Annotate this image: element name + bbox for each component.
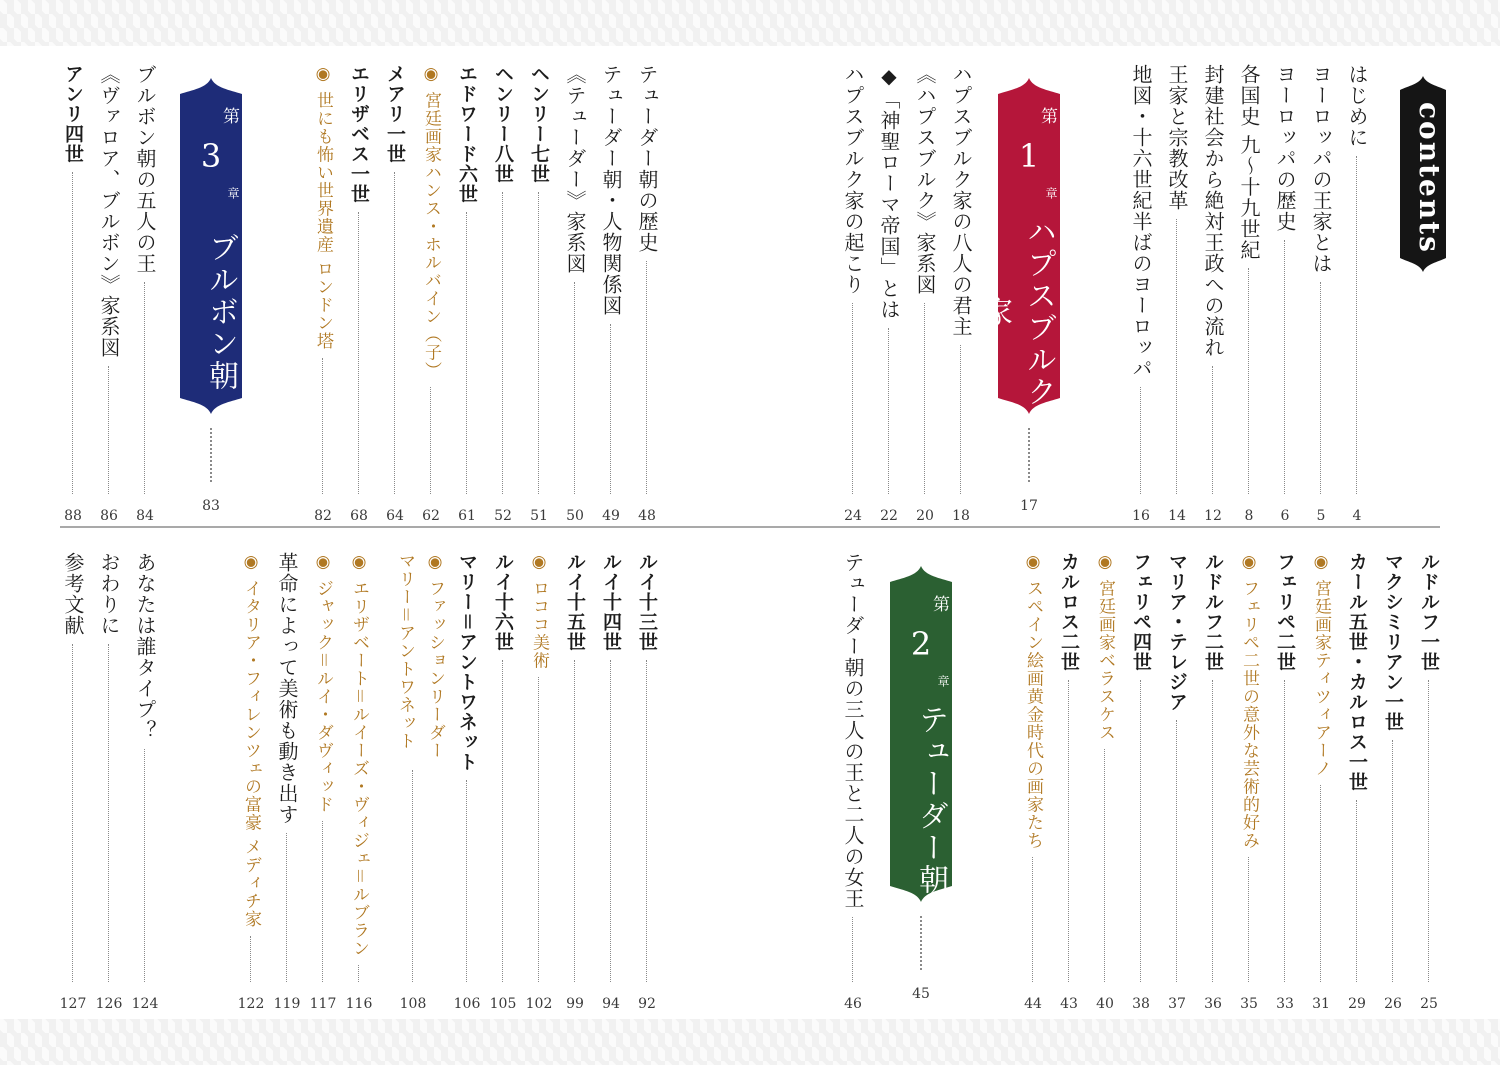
chapter-title: ハプスブルク家 <box>977 216 1056 408</box>
toc-entry[interactable] <box>1198 552 1228 1012</box>
leader-dots <box>1212 366 1213 494</box>
toc-entry[interactable] <box>272 552 302 1012</box>
page-number: 82 <box>314 508 332 524</box>
page-number: 105 <box>489 996 517 1012</box>
toc-title: 参考文献 <box>61 552 85 636</box>
leader-dots <box>358 965 359 982</box>
page-number: 127 <box>59 996 87 1012</box>
page-number: 61 <box>458 508 476 524</box>
toc-title: ヘンリー八世 <box>492 64 514 184</box>
page-number: 122 <box>237 996 265 1012</box>
chapter-suffix: 章 <box>1044 187 1058 199</box>
page-number: 24 <box>844 508 862 524</box>
page-number: 12 <box>1204 508 1222 524</box>
page-number: 44 <box>1024 996 1042 1012</box>
toc-title: ◉ ファッションリーダー マリー＝アントワネット <box>395 552 445 760</box>
leader-dots <box>322 358 323 494</box>
toc-entry[interactable] <box>1306 552 1336 1012</box>
chapter-3-badge[interactable] <box>180 78 242 514</box>
toc-title: 《テューダー》家系図 <box>563 64 587 274</box>
chapter-suffix: 章 <box>226 187 240 199</box>
toc-entry[interactable] <box>596 552 626 1012</box>
page-number: 38 <box>1132 996 1150 1012</box>
leader-dots <box>1032 857 1033 982</box>
toc-entry[interactable] <box>524 64 554 524</box>
toc-entry[interactable] <box>596 64 626 524</box>
leader-dots <box>466 780 467 982</box>
leader-dots <box>610 324 611 494</box>
page-number: 68 <box>350 508 368 524</box>
page-number: 33 <box>1276 996 1294 1012</box>
toc-title: 革命によって美術も動き出す <box>275 552 299 825</box>
toc-title: ルイ十三世 <box>636 552 658 652</box>
page-number: 116 <box>345 996 373 1012</box>
chapter-prefix: 第 <box>929 594 949 612</box>
toc-title: マリー＝アントワネット <box>456 552 478 773</box>
page-number: 25 <box>1420 996 1438 1012</box>
leader-dots <box>72 644 73 982</box>
toc-entry[interactable] <box>560 64 590 524</box>
toc-title: 封建社会から絶対王政への流れ <box>1201 64 1225 358</box>
page-number: 26 <box>1384 996 1402 1012</box>
page-number: 84 <box>136 508 154 524</box>
toc-title: エリザベス一世 <box>348 64 370 204</box>
page-number: 119 <box>273 996 301 1012</box>
toc-title: ◉ イタリア・フィレンツェの富豪 メディチ家 <box>241 552 261 928</box>
toc-entry[interactable] <box>58 552 88 1012</box>
chapter-title: ブルボン朝 <box>203 232 238 392</box>
chapter-1-badge[interactable] <box>977 78 1060 514</box>
toc-title: テューダー朝・人物関係図 <box>599 64 623 316</box>
page-number: 64 <box>386 508 404 524</box>
leader-dots <box>210 428 212 482</box>
chapter-number: 2 <box>910 625 932 663</box>
leader-dots <box>430 387 431 494</box>
toc-entry[interactable] <box>1378 552 1408 1012</box>
toc-entry[interactable] <box>1234 552 1264 1012</box>
page-number: 108 <box>399 996 427 1012</box>
toc-title: ◉ 宮廷画家ベラスケス <box>1095 552 1115 742</box>
toc-entry[interactable] <box>344 552 374 1012</box>
leader-dots <box>1248 268 1249 494</box>
toc-title: ヨーロッパの歴史 <box>1273 64 1297 232</box>
page-number: 17 <box>1020 498 1038 514</box>
toc-entry[interactable] <box>395 552 450 1012</box>
page-number: 46 <box>844 996 862 1012</box>
toc-entry[interactable] <box>632 64 662 524</box>
page-number: 99 <box>566 996 584 1012</box>
toc-title: ◉ 宮廷画家ハンス・ホルバイン（子） <box>421 64 441 380</box>
page-number: 16 <box>1132 508 1150 524</box>
leader-dots <box>502 660 503 982</box>
section-divider <box>60 526 1440 528</box>
leader-dots <box>1140 387 1141 494</box>
toc-entry[interactable] <box>130 552 160 1012</box>
toc-entry[interactable] <box>308 552 338 1012</box>
toc-entry[interactable] <box>1090 552 1120 1012</box>
page-number: 18 <box>952 508 970 524</box>
toc-title: ◉ 宮廷画家ティツィアーノ <box>1311 552 1331 778</box>
leader-dots <box>1176 720 1177 982</box>
page-number: 126 <box>95 996 123 1012</box>
toc-title: 各国史 九～十九世紀 <box>1237 64 1261 261</box>
toc-title: ルイ十四世 <box>600 552 622 652</box>
chapter-number: 3 <box>200 137 222 175</box>
leader-dots <box>574 282 575 494</box>
toc-title: アンリ四世 <box>62 64 84 164</box>
chapter-prefix: 第 <box>1037 106 1057 124</box>
leader-dots <box>502 192 503 494</box>
toc-entry[interactable] <box>130 64 160 524</box>
toc-entry[interactable] <box>946 64 976 524</box>
toc-title: 地図・十六世紀半ばのヨーロッパ <box>1129 64 1153 379</box>
toc-entry[interactable] <box>1270 64 1300 524</box>
leader-dots <box>1284 240 1285 494</box>
page-number: 86 <box>100 508 118 524</box>
leader-dots <box>1284 680 1285 982</box>
toc-entry[interactable] <box>1414 552 1444 1012</box>
toc-entry[interactable] <box>416 64 446 524</box>
toc-entry[interactable] <box>58 64 88 524</box>
leader-dots <box>538 192 539 494</box>
toc-entry[interactable] <box>910 64 940 524</box>
page-number: 50 <box>566 508 584 524</box>
toc-title: マリア・テレジア <box>1166 552 1188 712</box>
leader-dots <box>322 821 323 982</box>
page-number: 124 <box>131 996 159 1012</box>
toc-entry[interactable] <box>632 552 662 1012</box>
toc-title: ◉ フェリペ二世の意外な芸術的好み <box>1239 552 1259 850</box>
toc-title: ヘンリー七世 <box>528 64 550 184</box>
page-number: 92 <box>638 996 656 1012</box>
toc-title: ヨーロッパの王家とは <box>1309 64 1333 274</box>
toc-title: はじめに <box>1345 64 1369 148</box>
toc-title: ブルボン朝の五人の王 <box>133 64 157 274</box>
page-number: 83 <box>202 498 220 514</box>
page-number: 88 <box>64 508 82 524</box>
leader-dots <box>574 660 575 982</box>
toc-entry[interactable] <box>838 552 868 1012</box>
toc-title: ◆「神聖ローマ帝国」とは <box>877 64 901 320</box>
leader-dots <box>1068 680 1069 982</box>
toc-title: ハプスブルク家の起こり <box>841 64 865 295</box>
page-number: 35 <box>1240 996 1258 1012</box>
toc-entry[interactable] <box>488 64 518 524</box>
page-number: 94 <box>602 996 620 1012</box>
leader-dots <box>960 345 961 494</box>
page-number: 22 <box>880 508 898 524</box>
leader-dots <box>1320 282 1321 494</box>
toc-entry[interactable] <box>380 64 410 524</box>
leader-dots <box>1140 680 1141 982</box>
toc-entry[interactable] <box>1162 552 1192 1012</box>
leader-dots <box>1104 749 1105 982</box>
leader-dots <box>72 172 73 494</box>
leader-dots <box>466 212 467 494</box>
toc-title: カルロス二世 <box>1058 552 1080 672</box>
toc-entry[interactable] <box>1126 64 1156 524</box>
toc-entry[interactable] <box>1018 552 1048 1012</box>
toc-entry[interactable] <box>452 552 482 1012</box>
page-number: 6 <box>1280 508 1290 524</box>
top-pattern-band <box>0 0 1500 46</box>
leader-dots <box>852 303 853 494</box>
toc-title: ◉ スペイン絵画黄金時代の画家たち <box>1023 552 1043 850</box>
page-number: 8 <box>1244 508 1254 524</box>
chapter-2-badge[interactable] <box>890 566 952 1002</box>
page-number: 36 <box>1204 996 1222 1012</box>
leader-dots <box>646 261 647 494</box>
leader-dots <box>924 303 925 494</box>
toc-entry[interactable] <box>1342 64 1372 524</box>
chapter-number: 1 <box>1018 137 1040 175</box>
page-number: 106 <box>453 996 481 1012</box>
leader-dots <box>1028 428 1030 482</box>
page-number: 29 <box>1348 996 1366 1012</box>
toc-entry[interactable] <box>308 64 338 524</box>
toc-title: 《ハプスブルク》家系図 <box>913 64 937 295</box>
toc-title: フェリペ四世 <box>1130 552 1152 672</box>
page-number: 40 <box>1096 996 1114 1012</box>
toc-title: カール五世・カルロス一世 <box>1346 552 1368 792</box>
leader-dots <box>358 212 359 494</box>
page-number: 5 <box>1316 508 1326 524</box>
leader-dots <box>538 677 539 982</box>
leader-dots <box>852 917 853 982</box>
bottom-pattern-band <box>0 1019 1500 1065</box>
toc-entry[interactable] <box>1162 64 1192 524</box>
page-number: 51 <box>530 508 548 524</box>
toc-entry[interactable] <box>1270 552 1300 1012</box>
leader-dots <box>250 936 251 982</box>
toc-title: ◉ 世にも怖い世界遺産 ロンドン塔 <box>313 64 333 350</box>
toc-title: マクシミリアン一世 <box>1382 552 1404 732</box>
toc-title: おわりに <box>97 552 121 636</box>
leader-dots <box>144 749 145 982</box>
page-number: 117 <box>309 996 337 1012</box>
toc-title: ハプスブルク家の八人の君主 <box>949 64 973 337</box>
toc-entry[interactable] <box>1126 552 1156 1012</box>
toc-title: ◉ ロココ美術 <box>529 552 549 670</box>
toc-entry[interactable] <box>1234 64 1264 524</box>
leader-dots <box>1428 680 1429 982</box>
toc-title: ◉ エリザベート＝ルイーズ・ヴィジェ＝ルブラン <box>349 552 369 958</box>
page-number: 62 <box>422 508 440 524</box>
chapter-title: テューダー朝 <box>913 704 948 896</box>
page-number: 49 <box>602 508 620 524</box>
leader-dots <box>1356 800 1357 982</box>
page-number: 45 <box>912 986 930 1002</box>
leader-dots <box>1176 219 1177 494</box>
toc-entry[interactable] <box>488 552 518 1012</box>
toc-title: メアリ一世 <box>384 64 406 164</box>
toc-entry[interactable] <box>874 64 904 524</box>
leader-dots <box>888 328 889 494</box>
leader-dots <box>1392 740 1393 982</box>
toc-entry[interactable] <box>94 552 124 1012</box>
page-number: 31 <box>1312 996 1330 1012</box>
contents-label: contents <box>1413 102 1446 254</box>
leader-dots <box>1248 857 1249 982</box>
toc-title: 王家と宗教改革 <box>1165 64 1189 211</box>
toc-entry[interactable] <box>838 64 868 524</box>
page-number: 14 <box>1168 508 1186 524</box>
toc-title: フェリペ二世 <box>1274 552 1296 672</box>
toc-entry[interactable] <box>1054 552 1084 1012</box>
toc-entry[interactable] <box>236 552 266 1012</box>
toc-entry[interactable] <box>1342 552 1372 1012</box>
toc-title: テューダー朝の歴史 <box>635 64 659 253</box>
page-number: 52 <box>494 508 512 524</box>
toc-title: テューダー朝の三人の王と二人の女王 <box>841 552 865 909</box>
leader-dots <box>1320 785 1321 982</box>
toc-title: ルイ十五世 <box>564 552 586 652</box>
toc-entry[interactable] <box>1306 64 1336 524</box>
chapter-prefix: 第 <box>219 106 239 124</box>
leader-dots <box>108 366 109 494</box>
leader-dots <box>1212 680 1213 982</box>
leader-dots <box>286 833 287 982</box>
toc-entry[interactable] <box>1198 64 1228 524</box>
page-number: 43 <box>1060 996 1078 1012</box>
leader-dots <box>1356 156 1357 494</box>
leader-dots <box>144 282 145 494</box>
page-number: 102 <box>525 996 553 1012</box>
leader-dots <box>610 660 611 982</box>
contents-badge <box>1400 76 1446 272</box>
toc-title: ルドルフ一世 <box>1418 552 1440 672</box>
toc-entry[interactable] <box>560 552 590 1012</box>
page-number: 4 <box>1352 508 1362 524</box>
toc-title: エドワード六世 <box>456 64 478 204</box>
toc-title: ルドルフ二世 <box>1202 552 1224 672</box>
leader-dots <box>412 770 413 982</box>
toc-entry[interactable] <box>344 64 374 524</box>
toc-title: ルイ十六世 <box>492 552 514 652</box>
leader-dots <box>108 644 109 982</box>
leader-dots <box>646 660 647 982</box>
toc-entry[interactable] <box>94 64 124 524</box>
toc-entry[interactable] <box>524 552 554 1012</box>
page-number: 48 <box>638 508 656 524</box>
toc-entry[interactable] <box>452 64 482 524</box>
toc-title: 《ヴァロア、ブルボン》家系図 <box>97 64 121 358</box>
toc-title: あなたは誰タイプ？ <box>133 552 157 741</box>
page-number: 37 <box>1168 996 1186 1012</box>
leader-dots <box>394 172 395 494</box>
page-number: 20 <box>916 508 934 524</box>
toc-title: ◉ ジャック＝ルイ・ダヴィッド <box>313 552 333 814</box>
chapter-suffix: 章 <box>936 675 950 687</box>
leader-dots <box>920 916 922 970</box>
